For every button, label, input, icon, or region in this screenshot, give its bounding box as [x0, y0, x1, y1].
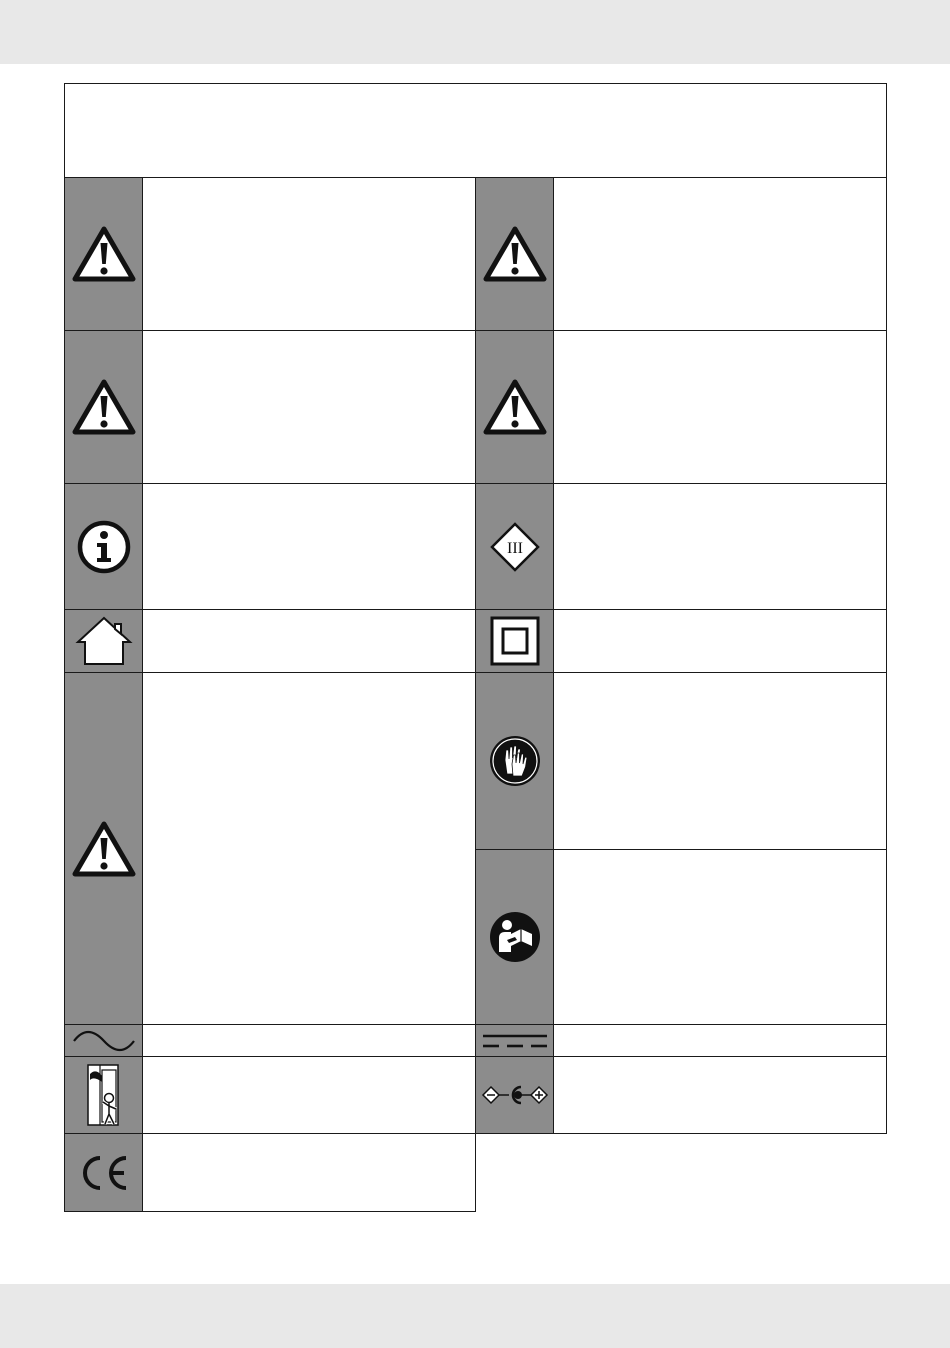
symbol-cell-r6-right	[475, 1024, 887, 1057]
child-safety-icon	[76, 1062, 132, 1128]
top-margin-band	[0, 0, 950, 64]
warning-triangle-icon	[483, 226, 547, 282]
protection-class-ii-icon	[490, 616, 540, 666]
icon-column	[65, 1134, 143, 1211]
ce-mark-icon	[78, 1155, 130, 1191]
table-header-box	[64, 83, 887, 178]
icon-column	[476, 484, 554, 609]
symbol-cell-r5-right-top	[475, 672, 887, 850]
warning-triangle-icon	[72, 226, 136, 282]
protection-class-label: III	[506, 539, 523, 557]
symbol-cell-r6-left	[64, 1024, 476, 1057]
wear-gloves-icon	[488, 734, 542, 788]
symbol-cell-r7-right	[475, 1056, 887, 1134]
icon-column	[65, 484, 143, 609]
dc-polarity-icon	[481, 1083, 549, 1107]
symbol-cell-r7-left	[64, 1056, 476, 1134]
symbol-cell-r2-left	[64, 330, 476, 484]
icon-column	[65, 178, 143, 330]
icon-column	[476, 850, 554, 1024]
indoor-use-house-icon	[75, 615, 133, 667]
icon-column	[476, 1025, 554, 1056]
protection-class-iii-icon	[489, 521, 541, 573]
warning-triangle-icon	[483, 379, 547, 435]
symbol-cell-r3-right	[475, 483, 887, 610]
symbol-cell-r5-left	[64, 672, 476, 1025]
symbol-cell-r5-right-bottom	[475, 849, 887, 1025]
symbol-cell-r8-left	[64, 1133, 476, 1212]
symbol-cell-r4-left	[64, 609, 476, 673]
direct-current-icon	[481, 1030, 549, 1052]
symbol-cell-r3-left	[64, 483, 476, 610]
icon-column	[476, 178, 554, 330]
icon-column	[65, 673, 143, 1024]
icon-column	[65, 331, 143, 483]
symbol-cell-r4-right	[475, 609, 887, 673]
icon-column	[65, 610, 143, 672]
symbol-cell-r2-right	[475, 330, 887, 484]
info-icon	[76, 519, 132, 575]
warning-triangle-icon	[72, 821, 136, 877]
icon-column	[476, 610, 554, 672]
bottom-margin-band	[0, 1284, 950, 1348]
icon-column	[476, 331, 554, 483]
icon-column	[65, 1025, 143, 1056]
icon-column	[476, 1057, 554, 1133]
icon-column	[65, 1057, 143, 1133]
symbol-cell-r1-right	[475, 177, 887, 331]
warning-triangle-icon	[72, 379, 136, 435]
symbol-cell-r1-left	[64, 177, 476, 331]
read-manual-icon	[488, 910, 542, 964]
icon-column	[476, 673, 554, 849]
alternating-current-icon	[71, 1029, 137, 1053]
